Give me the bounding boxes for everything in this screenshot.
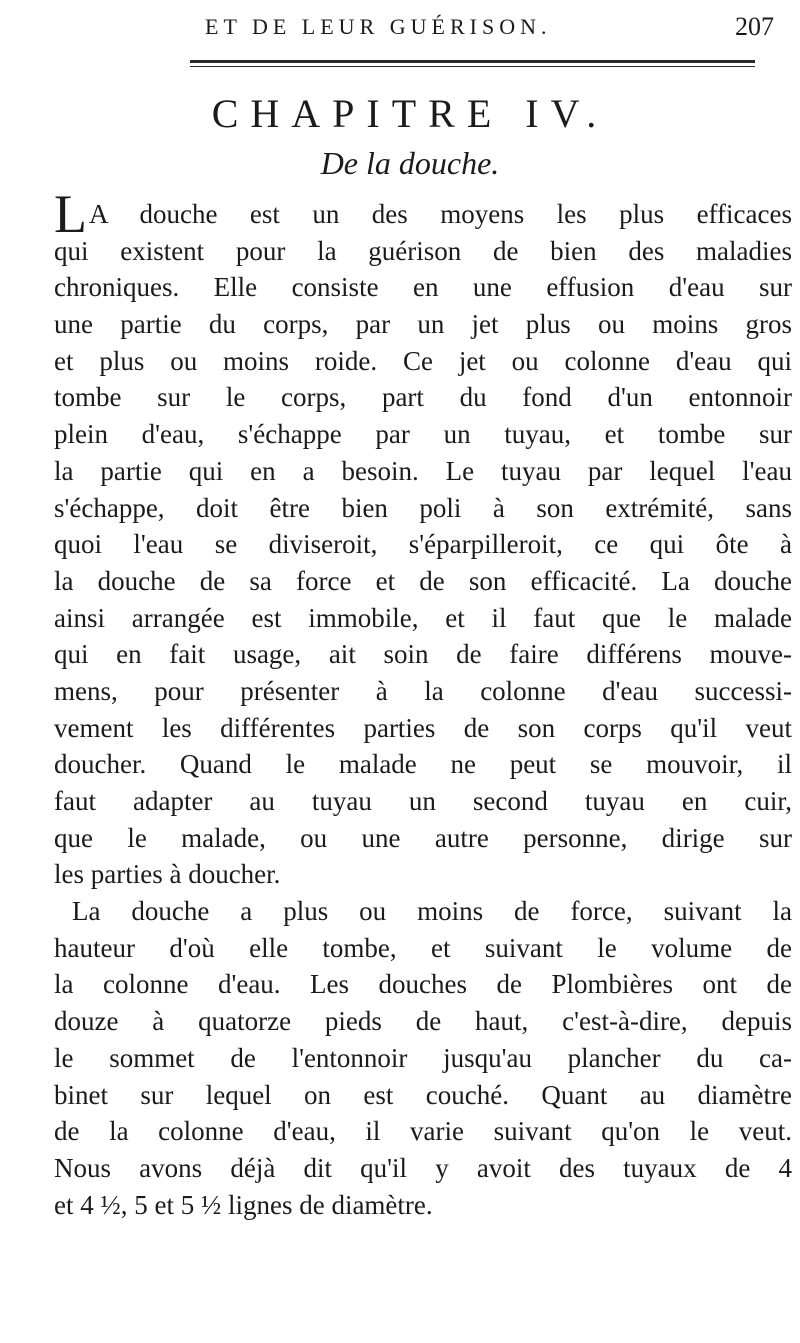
running-title: ET DE LEUR GUÉRISON. <box>205 14 552 39</box>
text-line: mens, pour présenter à la colonne d'eau successi- <box>54 675 792 706</box>
text-line: la partie qui en a besoin. Le tuyau par lequel l'eau <box>54 455 792 486</box>
text-line: une partie du corps, par un jet plus ou moins gros <box>54 309 792 340</box>
text-line: vement les différentes parties de son corps qu'il veut <box>54 712 792 743</box>
text-line: ainsi arrangée est immobile, et il faut que le malade <box>54 602 792 633</box>
text-line: la douche de sa force et de son efficacité. La douche <box>54 565 792 596</box>
text-line: s'échappe, doit être bien poli à son extrémité, sans <box>54 492 792 523</box>
text-line: faut adapter au tuyau un second tuyau en cuir, <box>54 786 792 816</box>
text-line: hauteur d'où elle tombe, et suivant le volume de <box>54 932 792 963</box>
text-line: et plus ou moins roide. Ce jet ou colonne d'eau qui <box>54 345 792 376</box>
text-line <box>54 184 792 244</box>
text-line: chroniques. Elle consiste en une effusion d'eau sur <box>54 272 792 303</box>
text-line: la colonne d'eau. Les douches de Plombières ont de <box>54 969 792 1000</box>
text-line: que le malade, ou une autre personne, dirige sur <box>54 822 792 853</box>
header-rule <box>190 60 755 63</box>
text-line: binet sur lequel on est couché. Quant au diamètre <box>54 1079 792 1110</box>
first-line-text: A douche est un des moyens les plus efficaces <box>89 199 792 229</box>
text-line: doucher. Quand le malade ne peut se mouvoir, il <box>54 749 792 780</box>
drop-cap: L <box>54 184 87 244</box>
text-line: de la colonne d'eau, il varie suivant qu'on le veut. <box>54 1116 792 1147</box>
chapter-title: CHAPITRE IV. <box>211 91 609 136</box>
page-number: 207 <box>735 12 774 41</box>
text-line: plein d'eau, s'échappe par un tuyau, et tombe sur <box>54 419 792 450</box>
text-line: La douche a plus ou moins de force, suivant la <box>72 896 792 927</box>
text-line: et 4 ½, 5 et 5 ½ lignes de diamètre. <box>54 1189 433 1220</box>
header-rule-thin <box>190 66 755 67</box>
text-line: qui existent pour la guérison de bien des maladies <box>54 235 792 266</box>
text-line: Nous avons déjà dit qu'il y avoit des tuyaux de 4 <box>54 1152 792 1183</box>
text-line: tombe sur le corps, part du fond d'un entonnoir <box>54 382 792 413</box>
text-line: qui en fait usage, ait soin de faire différens mouve- <box>54 639 792 670</box>
text-line: les parties à doucher. <box>54 859 281 890</box>
text-line: le sommet de l'entonnoir jusqu'au plancher du ca- <box>54 1042 792 1073</box>
chapter-subtitle: De la douche. <box>320 145 500 181</box>
body-text <box>54 184 792 1223</box>
text-line: quoi l'eau se diviseroit, s'éparpilleroit, ce qui ôte à <box>54 529 792 560</box>
text-line: douze à quatorze pieds de haut, c'est-à-dire, depuis <box>54 1006 792 1037</box>
